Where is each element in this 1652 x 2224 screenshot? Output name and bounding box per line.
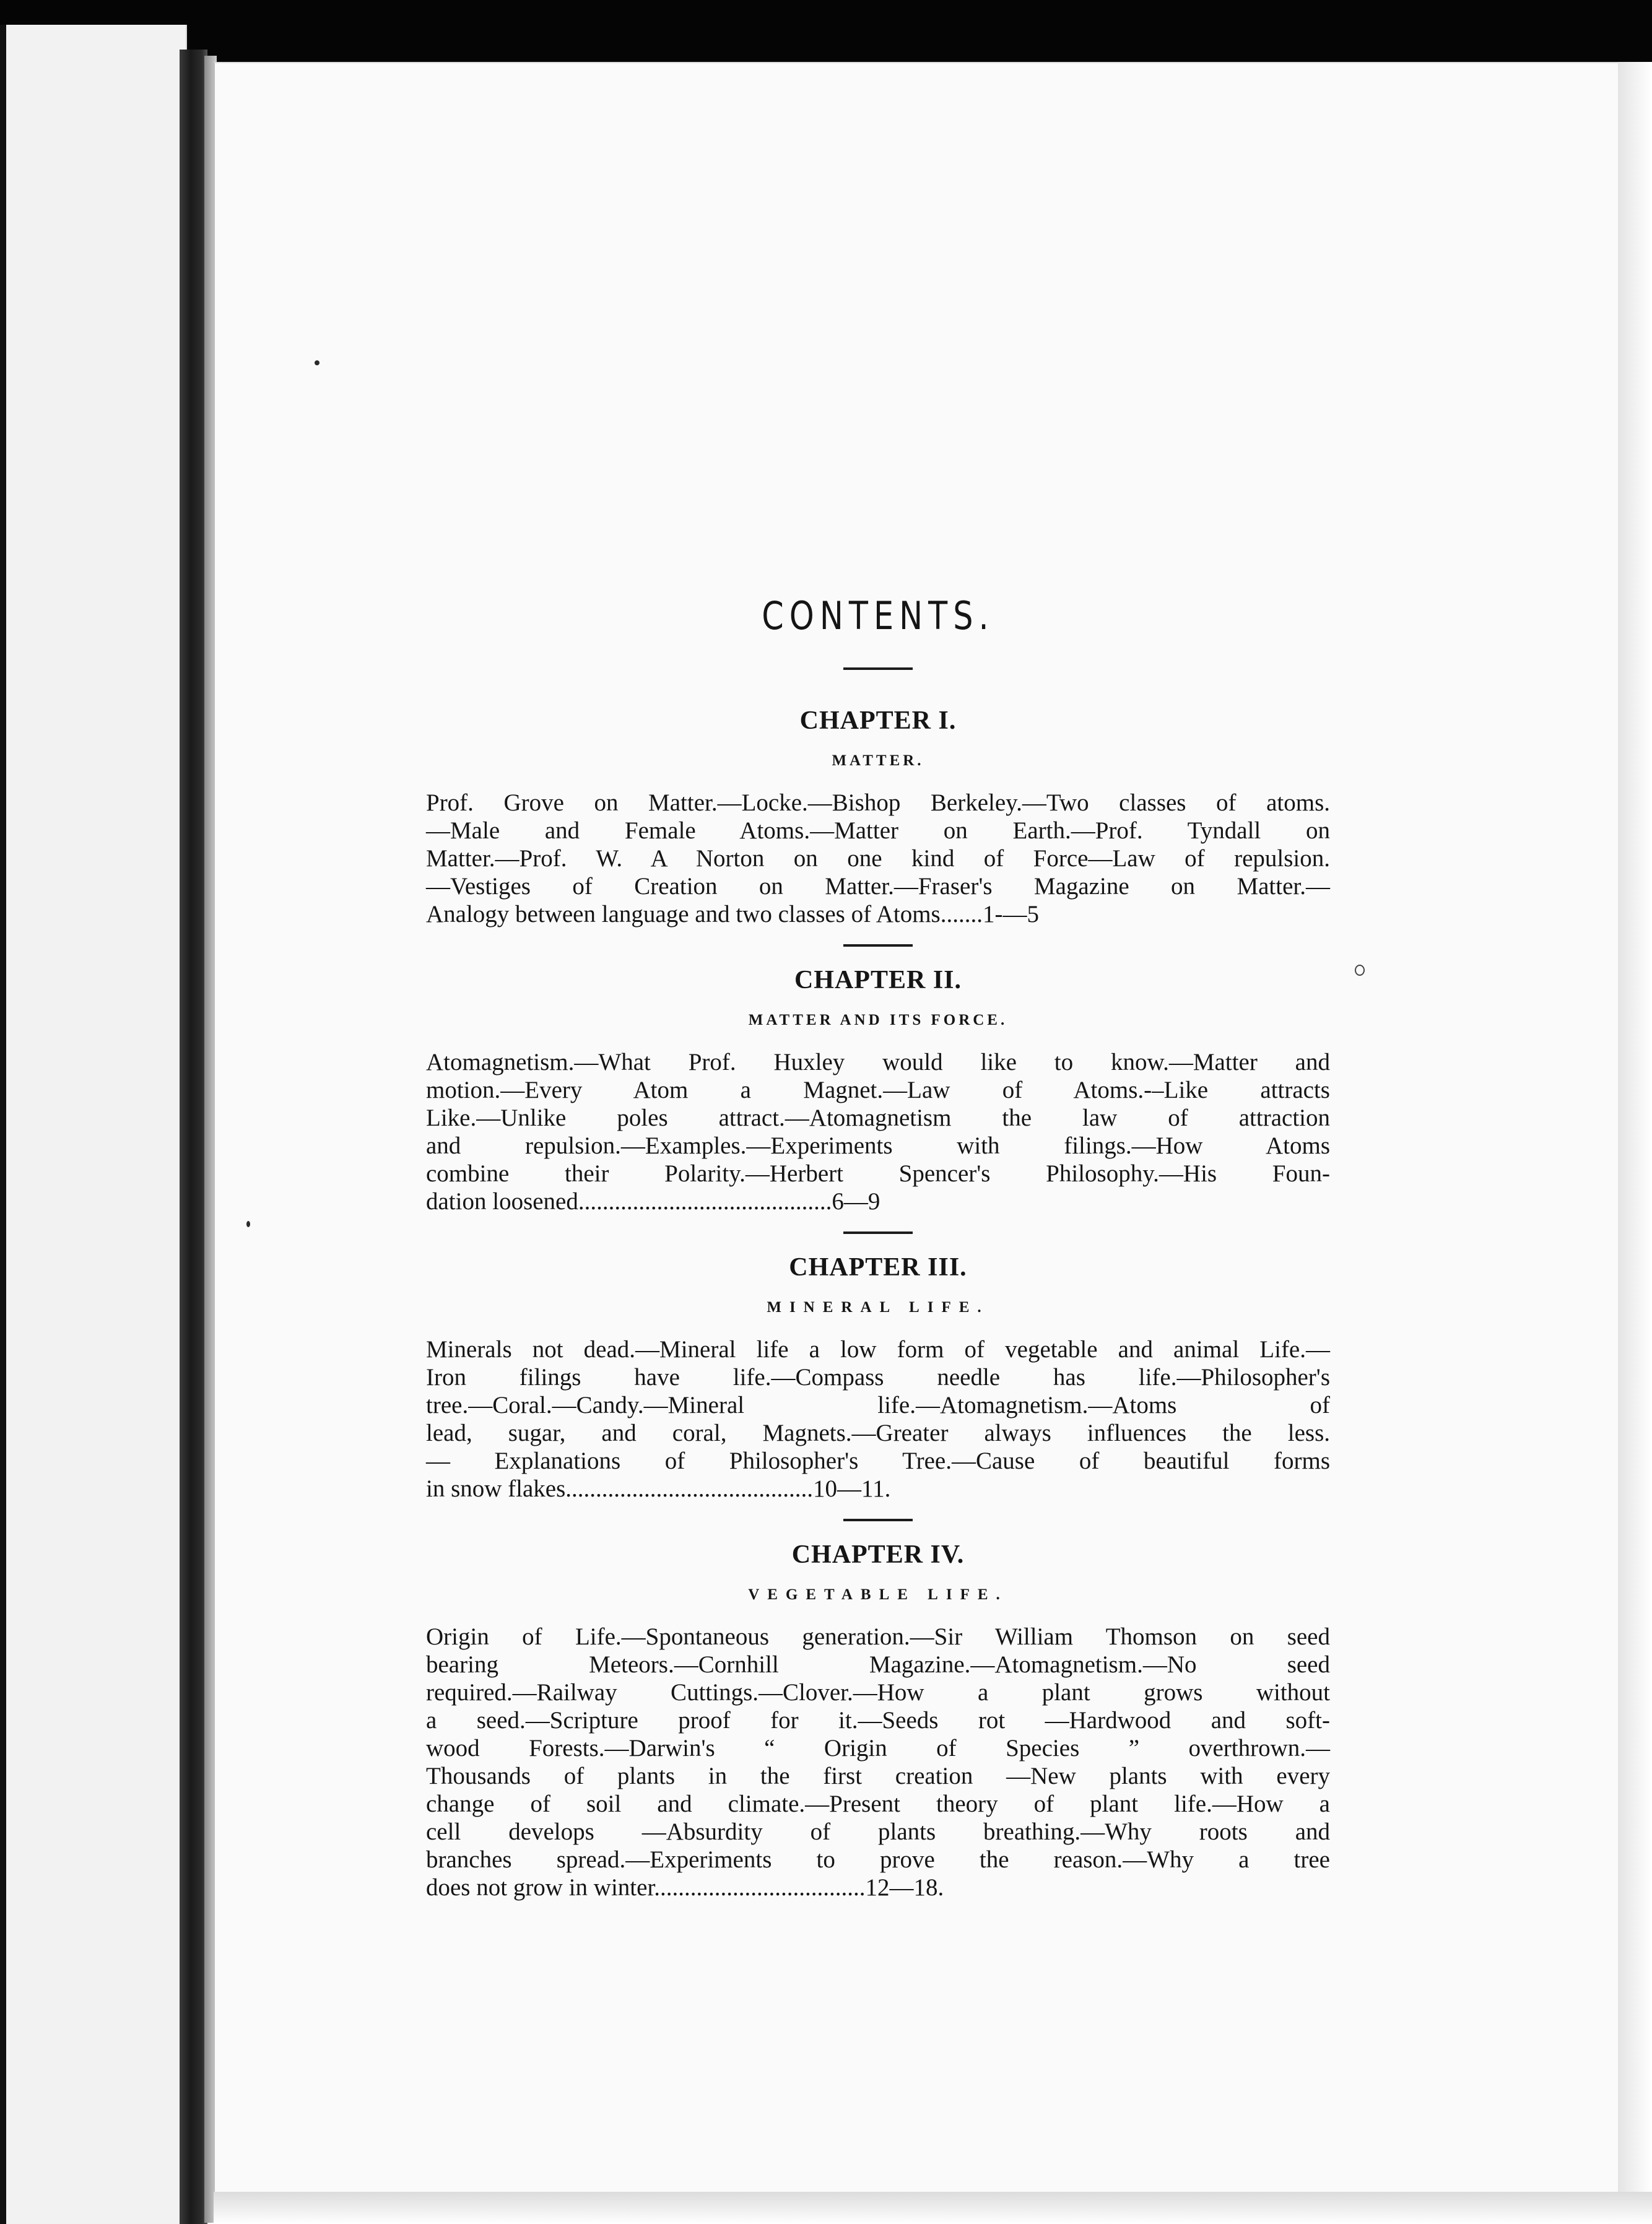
summary-line: Minerals not dead.—Mineral life a low form of vegetable and animal Life.— (426, 1336, 1330, 1363)
summary-line: Analogy between language and two classes of Atoms.......1-—5 (426, 901, 1039, 927)
summary-line: Iron filings have life.—Compass needle has life.—Philosopher's (426, 1364, 1330, 1391)
summary-line: tree.—Coral.—Candy.—Mineral life.—Atomagnetism.—Atoms of (426, 1392, 1330, 1418)
summary-line: Origin of Life.—Spontaneous generation.—Sir William Thomson on seed (426, 1623, 1330, 1650)
summary-line: — Explanations of Philosopher's Tree.—Cause of beautiful forms (426, 1448, 1330, 1474)
chapter-3 (426, 1251, 1330, 1503)
chapter-summary (426, 1048, 1330, 1215)
chapter-4 (426, 1539, 1330, 1901)
summary-line: branches spread.—Experiments to prove the reason.—Why a tree (426, 1846, 1330, 1873)
summary-line: Thousands of plants in the first creation —New plants with every (426, 1763, 1330, 1789)
summary-line: bearing Meteors.—Cornhill Magazine.—Atomagnetism.—No seed (426, 1651, 1330, 1678)
summary-line: required.—Railway Cuttings.—Clover.—How a plant grows without (426, 1679, 1330, 1706)
summary-line: and repulsion.—Examples.—Experiments with filings.—How Atoms (426, 1132, 1330, 1159)
chapter-summary (426, 1623, 1330, 1901)
summary-line: Atomagnetism.—What Prof. Huxley would like to know.—Matter and (426, 1049, 1330, 1075)
chapter-rule (843, 944, 913, 947)
summary-line: combine their Polarity.—Herbert Spencer's Philosophy.—His Foun- (426, 1160, 1330, 1187)
summary-line: motion.—Every Atom a Magnet.—Law of Atoms.-–Like attracts (426, 1077, 1330, 1103)
summary-line: in snow flakes.........................................10—11. (426, 1475, 891, 1502)
title-rule (843, 667, 913, 670)
contents-heading: CONTENTS. (762, 593, 994, 638)
book-spine (180, 50, 207, 2224)
summary-line: wood Forests.—Darwin's “ Origin of Species ” overthrown.— (426, 1735, 1330, 1761)
summary-line: —Male and Female Atoms.—Matter on Earth.—Prof. Tyndall on (426, 817, 1330, 844)
chapter-heading: CHAPTER IV. (791, 1540, 965, 1569)
facing-page (6, 25, 187, 2224)
page-bottom-shadow (214, 2192, 1652, 2224)
summary-line: —Vestiges of Creation on Matter.—Fraser's Magazine on Matter.— (426, 873, 1330, 900)
chapter-heading: CHAPTER III. (789, 1253, 967, 1282)
scan-top-border (0, 0, 1652, 62)
summary-line: Matter.—Prof. W. A Norton on one kind of Force—Law of repulsion. (426, 845, 1330, 872)
chapter-heading: CHAPTER I. (799, 706, 957, 735)
chapter-subtitle: MINERAL LIFE. (767, 1299, 989, 1316)
page-edge-shadow (1618, 62, 1652, 2192)
summary-line: does not grow in winter...................................12—18. (426, 1874, 944, 1901)
chapter-2 (426, 964, 1330, 1215)
ink-speck (1355, 965, 1365, 976)
chapter-rule (843, 1519, 913, 1521)
chapter-1 (426, 705, 1330, 928)
summary-line: cell develops —Absurdity of plants breathing.—Why roots and (426, 1818, 1330, 1845)
summary-line: change of soil and climate.—Present theory of plant life.—How a (426, 1791, 1330, 1817)
table-of-contents (426, 588, 1330, 1901)
summary-line: dation loosened..........................................6—9 (426, 1188, 880, 1215)
summary-line: Prof. Grove on Matter.—Locke.—Bishop Berkeley.—Two classes of atoms. (426, 789, 1330, 816)
chapter-subtitle: MATTER. (832, 752, 924, 769)
summary-line: a seed.—Scripture proof for it.—Seeds rot —Hardwood and soft- (426, 1707, 1330, 1734)
chapter-rule (843, 1231, 913, 1234)
summary-line: Like.—Unlike poles attract.—Atomagnetism the law of attraction (426, 1105, 1330, 1131)
summary-line: lead, sugar, and coral, Magnets.—Greater always influences the less. (426, 1420, 1330, 1446)
chapter-subtitle: MATTER AND ITS FORCE. (748, 1012, 1008, 1028)
chapter-summary (426, 1336, 1330, 1503)
chapter-subtitle: VEGETABLE LIFE. (748, 1586, 1008, 1603)
chapter-summary (426, 789, 1330, 928)
chapter-heading: CHAPTER II. (794, 966, 962, 994)
ink-speck (315, 360, 320, 365)
ink-speck (246, 1221, 250, 1227)
